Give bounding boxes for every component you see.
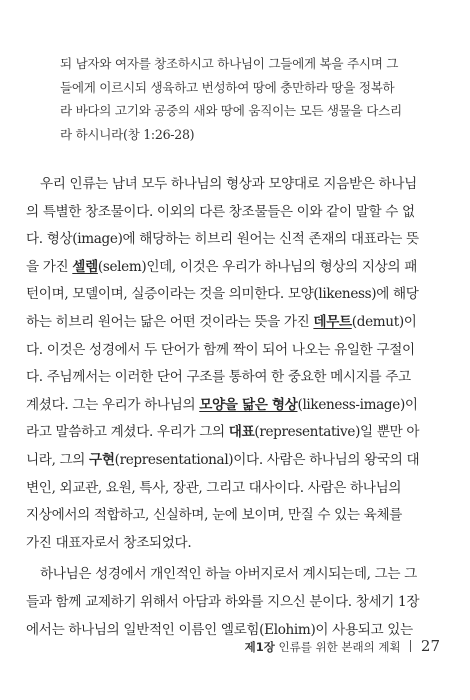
paragraph-1-line: 다. 이것은 성경에서 두 단어가 함께 짝이 되어 나오는 유일한 구절이 (26, 341, 415, 358)
paragraph-1-line: 하는 히브리 원어는 닮은 어떤 것이라는 뜻을 가진 데무트(demut)이 (26, 313, 417, 330)
body-text (26, 171, 446, 644)
paragraph-2-line: 하나님은 성경에서 개인적인 하늘 아버지로서 계시되는데, 그는 그 (40, 566, 417, 583)
paragraph-1-line: 니라, 그의 구현(representational)이다. 사람은 하나님의 왕국의 대 (26, 451, 420, 468)
paragraph-2-line: 들과 함께 교제하기 위해서 아담과 하와를 지으신 분이다. 창세기 1장 (26, 593, 420, 610)
paragraph-2-line: 에서는 하나님의 일반적인 이름인 엘로힘(Elohim)이 사용되고 있는 (26, 621, 413, 638)
paragraph-1-line: 을 가진 셀렘(selem)인데, 이것은 우리가 하나님의 형상의 지상의 패 (26, 258, 417, 275)
emphasis-demut: 데무트 (313, 313, 352, 330)
scripture-quote (60, 52, 400, 146)
paragraph-1-line: 의 특별한 창조물이다. 이외의 다른 창조물들은 이와 같이 말할 수 없 (26, 203, 415, 220)
paragraph-1-line: 지상에서의 적합하고, 신실하며, 눈에 보이며, 만질 수 있는 육체를 (26, 507, 403, 524)
chapter-label: 제1장 (244, 640, 275, 654)
paragraph-1-line: 우리 인류는 남녀 모두 하나님의 형상과 모양대로 지음받은 하나님 (40, 176, 417, 192)
emphasis-representational: 구현 (89, 451, 115, 468)
paragraph-1-line: 턴이며, 모델이며, 실증이라는 것을 의미한다. 모양(likeness)에 해당 (26, 286, 419, 303)
quote-line: 들에게 이르시되 생육하고 번성하여 땅에 충만하라 땅을 정복하 (60, 79, 395, 95)
paragraph-1-line: 다. 주님께서는 이러한 단어 구조를 통하여 한 중요한 메시지를 주고 (26, 369, 411, 386)
chapter-title: 인류를 위한 본래의 계획 (278, 640, 401, 654)
page-number: 27 (420, 637, 440, 655)
paragraph-1-line: 라고 말씀하고 계셨다. 우리가 그의 대표(representative)일 뿐만 아 (26, 424, 420, 441)
quote-line: 되 남자와 여자를 창조하시고 하나님이 그들에게 복을 주시며 그 (60, 56, 399, 71)
page-footer (0, 637, 440, 655)
quote-line: 라 하시니라(창 1:26-28) (60, 126, 195, 142)
paragraph-1-line: 변인, 외교관, 요원, 특사, 장관, 그리고 대사이다. 사람은 하나님의 (26, 479, 402, 496)
emphasis-likeness-image: 모양을 닮은 형상 (199, 396, 298, 413)
footer-divider (410, 640, 411, 652)
paragraph-1-line: 다. 형상(image)에 해당하는 히브리 원어는 신적 존재의 대표라는 뜻 (26, 231, 419, 248)
emphasis-representative: 대표 (228, 424, 255, 441)
paragraph-1-line: 가진 대표자로서 창조되었다. (26, 534, 192, 551)
paragraph-1-line: 계셨다. 그는 우리가 하나님의 모양을 닮은 형상(likeness-image)이 (26, 396, 418, 413)
quote-line: 라 바다의 고기와 공중의 새와 땅에 움직이는 모든 생물을 다스리 (60, 103, 402, 118)
emphasis-selem: 셀렘 (72, 258, 98, 275)
